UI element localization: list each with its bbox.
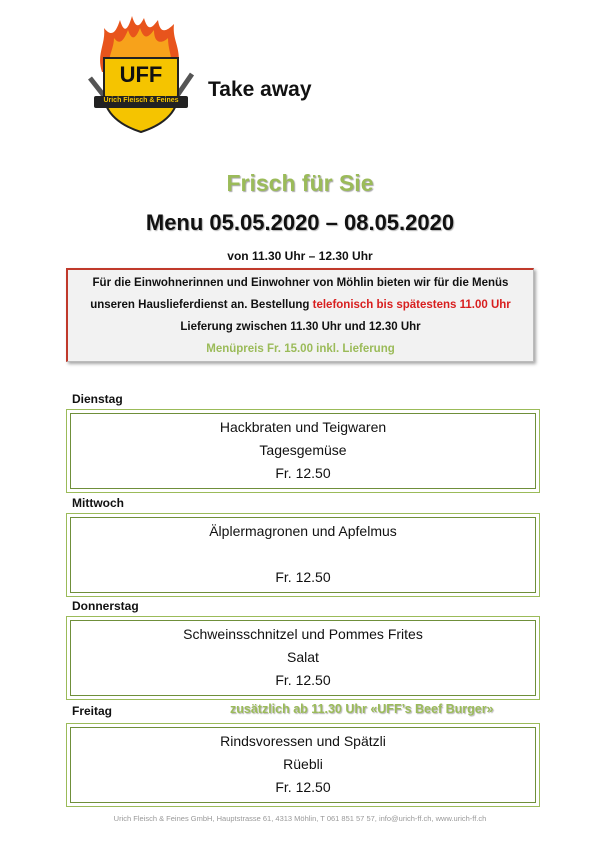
price: Fr. 12.50: [275, 465, 331, 481]
menu-box-content: [70, 517, 536, 593]
notice-price: Menüpreis Fr. 15.00 inkl. Lieferung: [206, 343, 395, 355]
menu-title: Menu 05.05.2020 – 08.05.2020: [145, 210, 455, 235]
price: Fr. 12.50: [275, 779, 331, 795]
notice-line-2-text: unseren Hauslieferdienst an. Bestellung: [90, 299, 313, 311]
day-label-friday: Freitag: [72, 704, 113, 718]
menu-box-friday: [66, 723, 540, 807]
day-label-tuesday: Dienstag: [72, 392, 123, 406]
delivery-notice: [66, 268, 534, 362]
menu-box-tuesday: [66, 409, 540, 493]
side: Rüebli: [283, 756, 323, 772]
notice-line-3: Lieferung zwischen 11.30 Uhr und 12.30 Uhr: [180, 321, 421, 333]
logo-banner-text: Urich Fleisch & Feines: [103, 97, 179, 104]
price: Fr. 12.50: [275, 672, 331, 688]
side: Tagesgemüse: [259, 442, 347, 458]
footer-contact: Urich Fleisch & Feines GmbH, Hauptstrasse 61, 4313 Möhlin, T 061 851 57 57, info@urich-ff.ch, www.urich-ff.ch: [113, 814, 487, 823]
headline: Frisch für Sie: [226, 170, 374, 196]
take-away-label: Take away: [208, 78, 312, 101]
menu-box-thursday: [66, 616, 540, 700]
logo-text: UFF: [119, 62, 163, 87]
dish: Rindsvoressen und Spätzli: [220, 733, 386, 749]
menu-box-content: [70, 620, 536, 696]
extra-offer: zusätzlich ab 11.30 Uhr «UFF’s Beef Burger»: [230, 702, 494, 716]
dish: Hackbraten und Teigwaren: [219, 419, 387, 435]
price: Fr. 12.50: [275, 569, 331, 585]
dish: Älplermagronen und Apfelmus: [209, 523, 397, 539]
notice-line-1: Für die Einwohnerinnen und Einwohner von Möhlin bieten wir für die Menüs: [92, 277, 509, 289]
side: [71, 543, 535, 566]
notice-order-deadline: telefonisch bis spätestens 11.00 Uhr: [312, 299, 511, 311]
service-hours: von 11.30 Uhr – 12.30 Uhr: [227, 249, 373, 263]
menu-box-content: [70, 413, 536, 489]
menu-box-wednesday: [66, 513, 540, 597]
dish: Schweinsschnitzel und Pommes Frites: [183, 626, 423, 642]
menu-box-content: [70, 727, 536, 803]
day-label-thursday: Donnerstag: [72, 599, 139, 613]
notice-line-2: [68, 294, 533, 316]
day-label-wednesday: Mittwoch: [72, 496, 124, 510]
side: Salat: [287, 649, 319, 665]
